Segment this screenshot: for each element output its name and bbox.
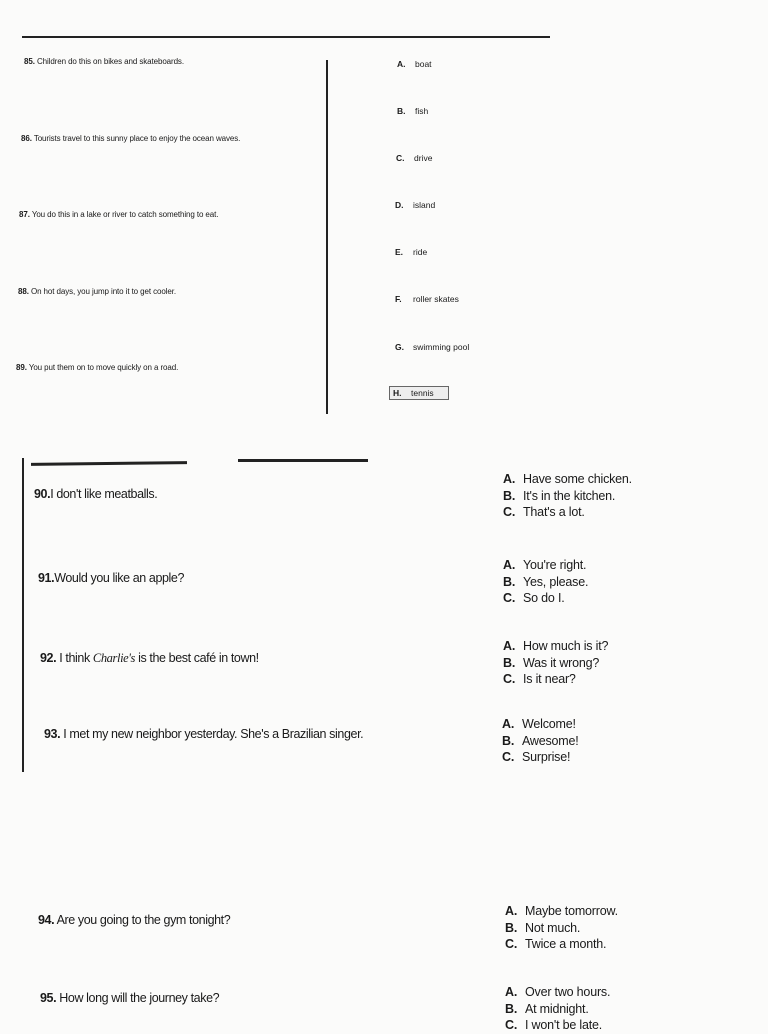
option-90-a: A. Have some chicken. xyxy=(503,472,632,486)
question-86: 86. Tourists travel to this sunny place to enjoy the ocean waves. xyxy=(21,134,241,143)
option-94-b: B. Not much. xyxy=(505,920,581,935)
option-92-b: B. Was it wrong? xyxy=(503,655,600,670)
options-90 xyxy=(503,471,632,521)
section2-rule-right xyxy=(238,459,368,462)
options-93 xyxy=(502,716,579,766)
question-95: 95. How long will the journey take? xyxy=(40,991,220,1005)
option-94-a: A. Maybe tomorrow. xyxy=(505,904,618,918)
options-95 xyxy=(505,984,610,1034)
matching-column-divider xyxy=(326,60,328,414)
option-91-c: C. So do I. xyxy=(503,591,565,605)
option-95-b: B. At midnight. xyxy=(505,1001,589,1016)
section2-rule-left xyxy=(31,461,187,466)
question-93: 93. I met my new neighbor yesterday. She's a Brazilian singer. xyxy=(44,727,364,741)
question-88: 88. On hot days, you jump into it to get cooler. xyxy=(18,287,176,296)
option-93-a: A. Welcome! xyxy=(502,717,576,731)
question-85: 85. Children do this on bikes and skateboards. xyxy=(24,57,184,66)
question-87: 87. You do this in a lake or river to catch something to eat. xyxy=(19,210,219,219)
option-f: F. roller skates xyxy=(395,294,459,304)
option-92-a: A. How much is it? xyxy=(503,639,609,653)
option-93-c: C. Surprise! xyxy=(502,750,571,764)
question-94: 94. Are you going to the gym tonight? xyxy=(38,913,231,927)
option-91-a: A. You're right. xyxy=(503,558,587,572)
option-95-a: A. Over two hours. xyxy=(505,985,611,999)
option-91-b: B. Yes, please. xyxy=(503,574,589,589)
option-93-b: B. Awesome! xyxy=(502,733,579,748)
option-92-c: C. Is it near? xyxy=(503,672,576,686)
option-94-c: C. Twice a month. xyxy=(505,937,607,951)
option-b: B. fish xyxy=(397,106,429,116)
option-h-example: H. tennis xyxy=(389,386,449,400)
top-divider xyxy=(22,36,550,38)
option-c: C. drive xyxy=(396,153,433,163)
section2-left-border xyxy=(22,458,24,772)
question-89: 89. You put them on to move quickly on a road. xyxy=(16,363,179,372)
options-91 xyxy=(503,557,588,607)
option-e: E. ride xyxy=(395,247,428,257)
option-a: A. boat xyxy=(397,59,432,69)
option-90-b: B. It's in the kitchen. xyxy=(503,488,616,503)
options-94 xyxy=(505,903,618,953)
question-91: 91.Would you like an apple? xyxy=(38,571,185,585)
question-90: 90.I don't like meatballs. xyxy=(34,487,158,501)
question-92: 92. I think Charlie's is the best café in town! xyxy=(40,651,259,665)
option-d: D. island xyxy=(395,200,436,210)
option-90-c: C. That's a lot. xyxy=(503,505,585,519)
options-92 xyxy=(503,638,608,688)
option-95-c: C. I won't be late. xyxy=(505,1018,603,1032)
option-g: G. swimming pool xyxy=(395,342,470,352)
